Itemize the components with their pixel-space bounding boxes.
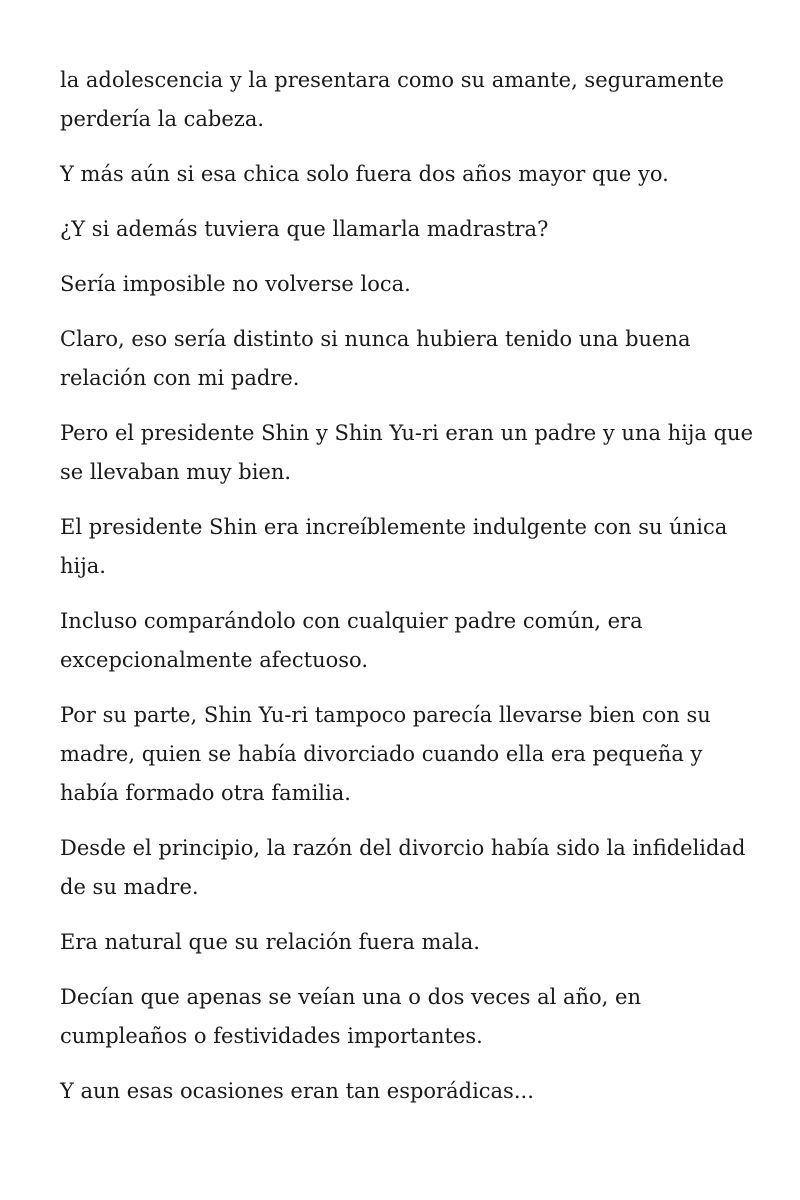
paragraph: El presidente Shin era increíblemente indulgente con su única hija. — [60, 515, 728, 578]
paragraph: Desde el principio, la razón del divorcio había sido la infidelidad de su madre. — [60, 836, 746, 899]
paragraph: Decían que apenas se veían una o dos veces al año, en cumpleaños o festividades importantes. — [60, 985, 641, 1048]
paragraph: ¿Y si además tuviera que llamarla madrastra? — [60, 217, 549, 241]
paragraph: Y más aún si esa chica solo fuera dos años mayor que yo. — [60, 162, 669, 186]
paragraph: Y aun esas ocasiones eran tan esporádicas... — [60, 1079, 534, 1103]
paragraph: Era natural que su relación fuera mala. — [60, 930, 480, 954]
paragraph: Incluso comparándolo con cualquier padre común, era excepcionalmente afectuoso. — [60, 609, 643, 672]
paragraph: Sería imposible no volverse loca. — [60, 272, 411, 296]
paragraph: Por su parte, Shin Yu-ri tampoco parecía llevarse bien con su madre, quien se había divorciado cuando ella era pequeña y había formado otra familia. — [60, 703, 711, 805]
paragraph: la adolescencia y la presentara como su amante, seguramente perdería la cabeza. — [60, 68, 724, 131]
paragraph: Pero el presidente Shin y Shin Yu-ri eran un padre y una hija que se llevaban muy bien. — [60, 421, 753, 484]
paragraph: Claro, eso sería distinto si nunca hubiera tenido una buena relación con mi padre. — [60, 327, 691, 390]
document-body — [60, 61, 760, 1127]
